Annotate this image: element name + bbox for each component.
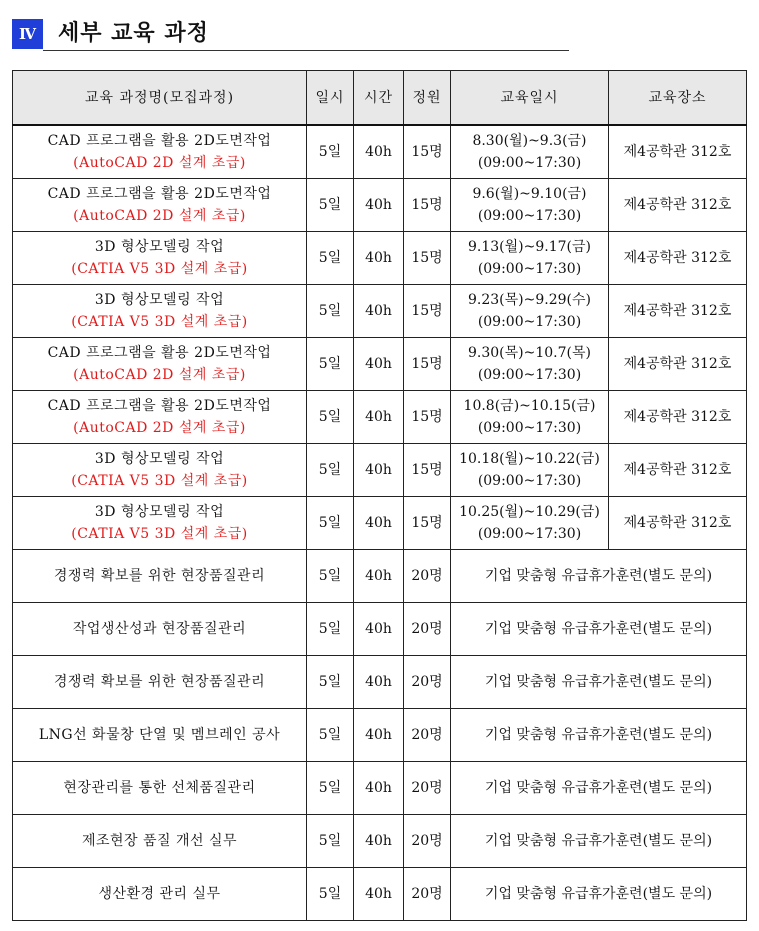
course-name-cell (13, 391, 307, 444)
course-subtitle: (AutoCAD 2D 설계 초급) (73, 420, 246, 436)
course-date: 10.8(금)~10.15(금) (463, 398, 596, 414)
table-row (13, 232, 747, 285)
table-row (13, 391, 747, 444)
capacity-cell: 15명 (404, 338, 451, 391)
dates-cell (451, 338, 609, 391)
course-time: (09:00~17:30) (477, 420, 582, 436)
course-time: (09:00~17:30) (477, 473, 582, 489)
course-name-cell: 경쟁력 확보를 위한 현장품질관리 (13, 656, 307, 709)
hours-cell: 40h (354, 868, 404, 921)
hours-cell: 40h (354, 656, 404, 709)
course-date: 9.23(목)~9.29(수) (468, 292, 591, 308)
custom-training-note: 기업 맞춤형 유급휴가훈련(별도 문의) (451, 656, 747, 709)
capacity-cell: 20명 (404, 815, 451, 868)
hours-cell: 40h (354, 232, 404, 285)
course-time: (09:00~17:30) (477, 208, 582, 224)
capacity-cell: 15명 (404, 179, 451, 232)
course-subtitle: (CATIA V5 3D 설계 초급) (71, 261, 248, 277)
header-hours: 시간 (354, 71, 404, 126)
section-header (12, 17, 569, 51)
course-subtitle: (CATIA V5 3D 설계 초급) (71, 473, 248, 489)
table-row (13, 762, 747, 815)
hours-cell: 40h (354, 179, 404, 232)
header-dates: 교육일시 (451, 71, 609, 126)
course-time: (09:00~17:30) (477, 526, 582, 542)
capacity-cell: 15명 (404, 391, 451, 444)
course-name-cell: 생산환경 관리 실무 (13, 868, 307, 921)
hours-cell: 40h (354, 125, 404, 179)
table-row (13, 709, 747, 762)
course-time: (09:00~17:30) (477, 155, 582, 171)
days-cell: 5일 (307, 868, 354, 921)
table-row (13, 815, 747, 868)
course-name: 3D 형상모델링 작업 (94, 504, 225, 520)
days-cell: 5일 (307, 391, 354, 444)
course-name: CAD 프로그램을 활용 2D도면작업 (47, 186, 272, 202)
course-name-cell: 현장관리를 통한 선체품질관리 (13, 762, 307, 815)
table-row (13, 656, 747, 709)
course-name: 3D 형상모델링 작업 (94, 292, 225, 308)
place-cell: 제4공학관 312호 (609, 497, 747, 550)
hours-cell: 40h (354, 444, 404, 497)
course-time: (09:00~17:30) (477, 367, 582, 383)
course-table (12, 70, 747, 921)
hours-cell: 40h (354, 603, 404, 656)
hours-cell: 40h (354, 550, 404, 603)
course-name: CAD 프로그램을 활용 2D도면작업 (47, 133, 272, 149)
course-name: CAD 프로그램을 활용 2D도면작업 (47, 398, 272, 414)
course-subtitle: (CATIA V5 3D 설계 초급) (71, 526, 248, 542)
table-row (13, 603, 747, 656)
header-capacity: 정원 (404, 71, 451, 126)
custom-training-note: 기업 맞춤형 유급휴가훈련(별도 문의) (451, 815, 747, 868)
table-row (13, 285, 747, 338)
course-name-cell: 제조현장 품질 개선 실무 (13, 815, 307, 868)
capacity-cell: 15명 (404, 125, 451, 179)
hours-cell: 40h (354, 762, 404, 815)
days-cell: 5일 (307, 497, 354, 550)
course-date: 9.13(월)~9.17(금) (468, 239, 591, 255)
header-underline (43, 50, 569, 51)
days-cell: 5일 (307, 603, 354, 656)
table-row (13, 125, 747, 179)
custom-training-note: 기업 맞춤형 유급휴가훈련(별도 문의) (451, 868, 747, 921)
days-cell: 5일 (307, 285, 354, 338)
hours-cell: 40h (354, 391, 404, 444)
dates-cell (451, 179, 609, 232)
capacity-cell: 20명 (404, 550, 451, 603)
place-cell: 제4공학관 312호 (609, 179, 747, 232)
dates-cell (451, 391, 609, 444)
course-date: 9.6(월)~9.10(금) (472, 186, 587, 202)
table-row (13, 444, 747, 497)
section-title: 세부 교육 과정 (58, 21, 209, 46)
capacity-cell: 15명 (404, 497, 451, 550)
course-time: (09:00~17:30) (477, 314, 582, 330)
table-row (13, 868, 747, 921)
place-cell: 제4공학관 312호 (609, 338, 747, 391)
section-number-badge: Ⅳ (12, 19, 43, 49)
days-cell: 5일 (307, 125, 354, 179)
dates-cell (451, 125, 609, 179)
course-name-cell (13, 497, 307, 550)
capacity-cell: 15명 (404, 285, 451, 338)
table-header-row (13, 71, 747, 126)
course-subtitle: (AutoCAD 2D 설계 초급) (73, 367, 246, 383)
custom-training-note: 기업 맞춤형 유급휴가훈련(별도 문의) (451, 762, 747, 815)
course-date: 8.30(월)~9.3(금) (472, 133, 587, 149)
capacity-cell: 20명 (404, 709, 451, 762)
days-cell: 5일 (307, 709, 354, 762)
capacity-cell: 15명 (404, 232, 451, 285)
course-name-cell: LNG선 화물창 단열 및 멤브레인 공사 (13, 709, 307, 762)
course-time: (09:00~17:30) (477, 261, 582, 277)
hours-cell: 40h (354, 709, 404, 762)
hours-cell: 40h (354, 497, 404, 550)
header-course: 교육 과정명(모집과정) (13, 71, 307, 126)
place-cell: 제4공학관 312호 (609, 285, 747, 338)
custom-training-note: 기업 맞춤형 유급휴가훈련(별도 문의) (451, 709, 747, 762)
days-cell: 5일 (307, 444, 354, 497)
course-date: 10.25(월)~10.29(금) (459, 504, 600, 520)
days-cell: 5일 (307, 762, 354, 815)
hours-cell: 40h (354, 338, 404, 391)
hours-cell: 40h (354, 285, 404, 338)
course-name-cell: 작업생산성과 현장품질관리 (13, 603, 307, 656)
course-name-cell (13, 125, 307, 179)
course-name-cell (13, 338, 307, 391)
course-date: 10.18(월)~10.22(금) (459, 451, 600, 467)
course-subtitle: (AutoCAD 2D 설계 초급) (73, 155, 246, 171)
course-name-cell (13, 444, 307, 497)
dates-cell (451, 444, 609, 497)
capacity-cell: 20명 (404, 762, 451, 815)
header-days: 일시 (307, 71, 354, 126)
days-cell: 5일 (307, 179, 354, 232)
course-name: 3D 형상모델링 작업 (94, 451, 225, 467)
table-row (13, 179, 747, 232)
course-name: 3D 형상모델링 작업 (94, 239, 225, 255)
course-name-cell (13, 179, 307, 232)
course-subtitle: (CATIA V5 3D 설계 초급) (71, 314, 248, 330)
capacity-cell: 20명 (404, 656, 451, 709)
hours-cell: 40h (354, 815, 404, 868)
capacity-cell: 20명 (404, 868, 451, 921)
capacity-cell: 20명 (404, 603, 451, 656)
custom-training-note: 기업 맞춤형 유급휴가훈련(별도 문의) (451, 550, 747, 603)
course-name: CAD 프로그램을 활용 2D도면작업 (47, 345, 272, 361)
days-cell: 5일 (307, 815, 354, 868)
place-cell: 제4공학관 312호 (609, 232, 747, 285)
course-name-cell (13, 285, 307, 338)
custom-training-note: 기업 맞춤형 유급휴가훈련(별도 문의) (451, 603, 747, 656)
place-cell: 제4공학관 312호 (609, 444, 747, 497)
place-cell: 제4공학관 312호 (609, 125, 747, 179)
days-cell: 5일 (307, 550, 354, 603)
header-place: 교육장소 (609, 71, 747, 126)
dates-cell (451, 232, 609, 285)
place-cell: 제4공학관 312호 (609, 391, 747, 444)
table-row (13, 338, 747, 391)
capacity-cell: 15명 (404, 444, 451, 497)
dates-cell (451, 497, 609, 550)
table-row (13, 497, 747, 550)
course-name-cell: 경쟁력 확보를 위한 현장품질관리 (13, 550, 307, 603)
course-name-cell (13, 232, 307, 285)
days-cell: 5일 (307, 232, 354, 285)
course-subtitle: (AutoCAD 2D 설계 초급) (73, 208, 246, 224)
days-cell: 5일 (307, 656, 354, 709)
days-cell: 5일 (307, 338, 354, 391)
table-row (13, 550, 747, 603)
course-date: 9.30(목)~10.7(목) (468, 345, 591, 361)
dates-cell (451, 285, 609, 338)
